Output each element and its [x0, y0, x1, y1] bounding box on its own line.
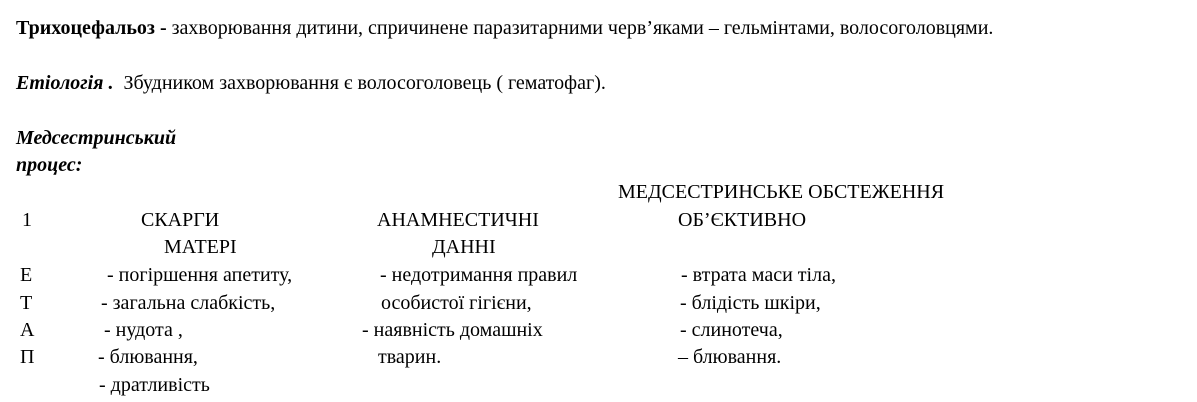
process-heading-line2: процес: — [16, 154, 83, 176]
objective-item: - слинотеча, — [680, 319, 783, 341]
anamnesis-item: особистої гігієни, — [381, 292, 532, 314]
exam-header: МЕДСЕСТРИНСЬКЕ ОБСТЕЖЕННЯ — [618, 181, 945, 203]
col-anamnesis-line1: АНАМНЕСТИЧНІ — [377, 209, 539, 231]
complaint-item: - блювання, — [98, 346, 198, 368]
anamnesis-item: - наявність домашніх — [362, 319, 543, 341]
complaint-item: - загальна слабкість, — [101, 292, 276, 314]
stage-letter: А — [20, 319, 35, 341]
etiology-label: Етіологія . — [16, 72, 114, 94]
stage-letter: Т — [20, 292, 33, 314]
objective-item: – блювання. — [678, 346, 782, 368]
process-heading-line1: Медсестринський — [16, 127, 177, 149]
stage-number: 1 — [22, 209, 32, 231]
complaint-item: - дратливість — [99, 374, 210, 396]
col-objective: ОБ’ЄКТИВНО — [678, 209, 807, 231]
definition-line — [16, 16, 993, 40]
anamnesis-item: тварин. — [378, 346, 442, 368]
objective-item: - блідість шкіри, — [680, 292, 821, 314]
complaint-item: - погіршення апетиту, — [107, 264, 293, 286]
col-complaints-line2: МАТЕРІ — [164, 236, 237, 258]
col-anamnesis-line2: ДАННІ — [432, 236, 496, 258]
complaint-item: - нудота , — [104, 319, 183, 341]
anamnesis-item: - недотримання правил — [380, 264, 578, 286]
stage-letter: П — [20, 346, 35, 368]
etiology-text: Збудником захворювання є волосоголовець ( гематофаг). — [123, 72, 606, 94]
col-complaints-line1: СКАРГИ — [141, 209, 220, 231]
definition-text: захворювання дитини, спричинене паразитарними черв’яками – гельмінтами, волосоголовцями. — [171, 17, 994, 39]
stage-letter: Е — [20, 264, 33, 286]
objective-item: - втрата маси тіла, — [681, 264, 836, 286]
definition-term: Трихоцефальоз - — [16, 17, 167, 39]
etiology-line — [16, 71, 606, 95]
